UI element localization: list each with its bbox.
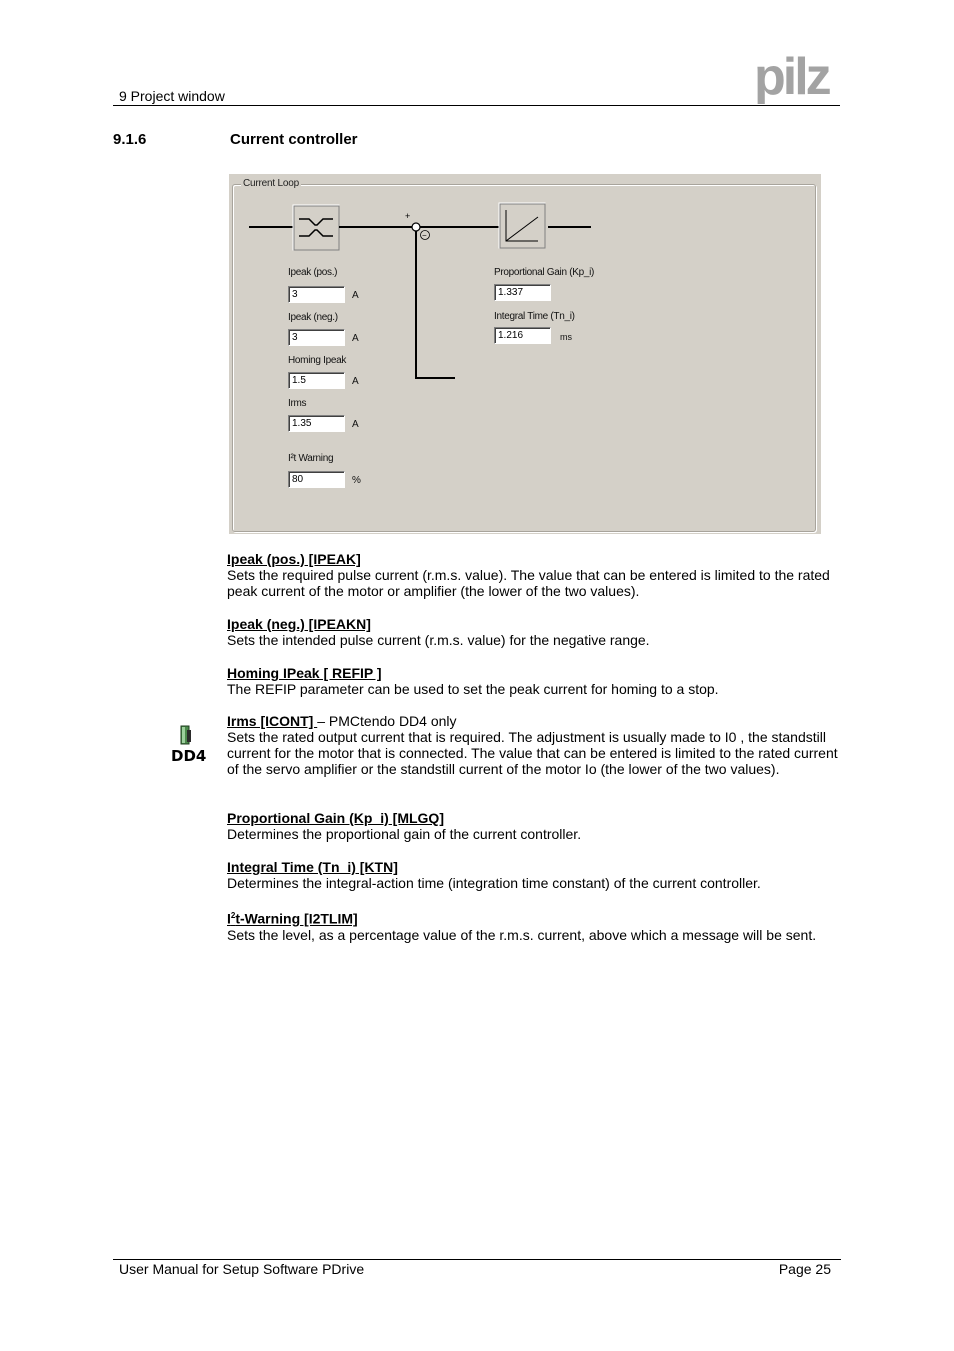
footer-rule [113, 1259, 841, 1260]
irms-unit: A [352, 419, 359, 430]
param-desc: Sets the rated output current that is required. The adjustment is usually made to I0 , the standstill current for the motor that is connected. The value that can be entered is limited to the rated current of the servo amplifier or the standstill current of the motor Io (the lower of the two values). [227, 729, 838, 777]
group-title: Current Loop [243, 178, 299, 189]
summing-junction-icon [405, 211, 430, 240]
param-term: $I^2t$-Warning [I2TLIM] [227, 910, 358, 927]
irms-label: Irms [288, 398, 307, 409]
i2t-warning-label: I²t Warning [288, 453, 334, 464]
param-i2t-warning [227, 908, 842, 943]
param-term: Irms [ICONT] [227, 713, 318, 729]
param-term: Homing IPeak [ REFIP ] [227, 665, 382, 681]
homing-ipeak-input[interactable]: 1.5 [288, 372, 345, 389]
ipeak-pos-unit: A [352, 290, 359, 301]
ipeak-pos-input[interactable]: 3 [288, 286, 345, 303]
kp-input[interactable]: 1.337 [494, 284, 551, 301]
ipeak-neg-unit: A [352, 333, 359, 344]
param-ipeak-neg [227, 616, 842, 648]
sum-minus-sign: − [422, 231, 427, 240]
param-term-suffix: – PMCtendo DD4 only [317, 713, 457, 729]
param-homing-ipeak [227, 665, 842, 697]
param-term: Proportional Gain (Kp_i) [MLGQ] [227, 810, 444, 826]
param-desc: The REFIP parameter can be used to set the peak current for homing to a stop. [227, 681, 719, 697]
i2t-warning-input[interactable]: 80 [288, 471, 345, 488]
tn-label: Integral Time (Tn_i) [494, 311, 575, 322]
param-term: Ipeak (neg.) [IPEAKN] [227, 616, 371, 632]
header-rule [113, 105, 840, 106]
param-desc: Sets the level, as a percentage value of the r.m.s. current, above which a message will be sent. [227, 926, 817, 943]
dd4-device-icon [170, 724, 206, 764]
tn-input[interactable]: 1.216 [494, 327, 551, 344]
page-number: Page 25 [778, 1261, 831, 1277]
section-number: 9.1.6 [113, 131, 147, 148]
param-ipeak-pos [227, 551, 842, 599]
param-desc: Determines the proportional gain of the current controller. [227, 826, 582, 842]
param-term: Integral Time (Tn_i) [KTN] [227, 859, 398, 875]
feedback-line [416, 231, 455, 378]
param-desc: Sets the required pulse current (r.m.s. value). The value that can be entered is limited to the rated peak current of the motor or amplifier (the lower of the two values). [227, 567, 830, 599]
sum-plus-sign: + [405, 211, 411, 221]
header-chapter: 9 Project window [119, 88, 225, 104]
tn-unit: ms [560, 332, 572, 342]
footer-title: User Manual for Setup Software PDrive [119, 1261, 365, 1277]
param-term: Ipeak (pos.) [IPEAK] [227, 551, 361, 567]
kp-label: Proportional Gain (Kp_i) [494, 267, 595, 278]
ipeak-neg-label: Ipeak (neg.) [288, 312, 338, 323]
pi-controller-block-icon [499, 203, 545, 248]
ipeak-neg-input[interactable]: 3 [288, 329, 345, 346]
ipeak-pos-label: Ipeak (pos.) [288, 267, 338, 278]
irms-input[interactable]: 1.35 [288, 415, 345, 432]
section-title: Current controller [230, 131, 358, 148]
pilz-logo [754, 50, 840, 104]
param-kp [227, 810, 842, 842]
limiter-block-icon [293, 205, 339, 250]
homing-ipeak-unit: A [352, 376, 359, 387]
i2t-warning-unit: % [352, 475, 361, 486]
param-irms [227, 713, 842, 777]
pilz-logo-text: pilz [754, 50, 829, 104]
param-desc: Determines the integral-action time (integration time constant) of the current controller. [227, 875, 761, 891]
current-loop-dialog [229, 174, 821, 534]
param-desc: Sets the intended pulse current (r.m.s. value) for the negative range. [227, 632, 650, 648]
homing-ipeak-label: Homing Ipeak [288, 355, 347, 366]
param-tn [227, 859, 842, 891]
dd4-badge-text: DD4 [171, 747, 206, 764]
